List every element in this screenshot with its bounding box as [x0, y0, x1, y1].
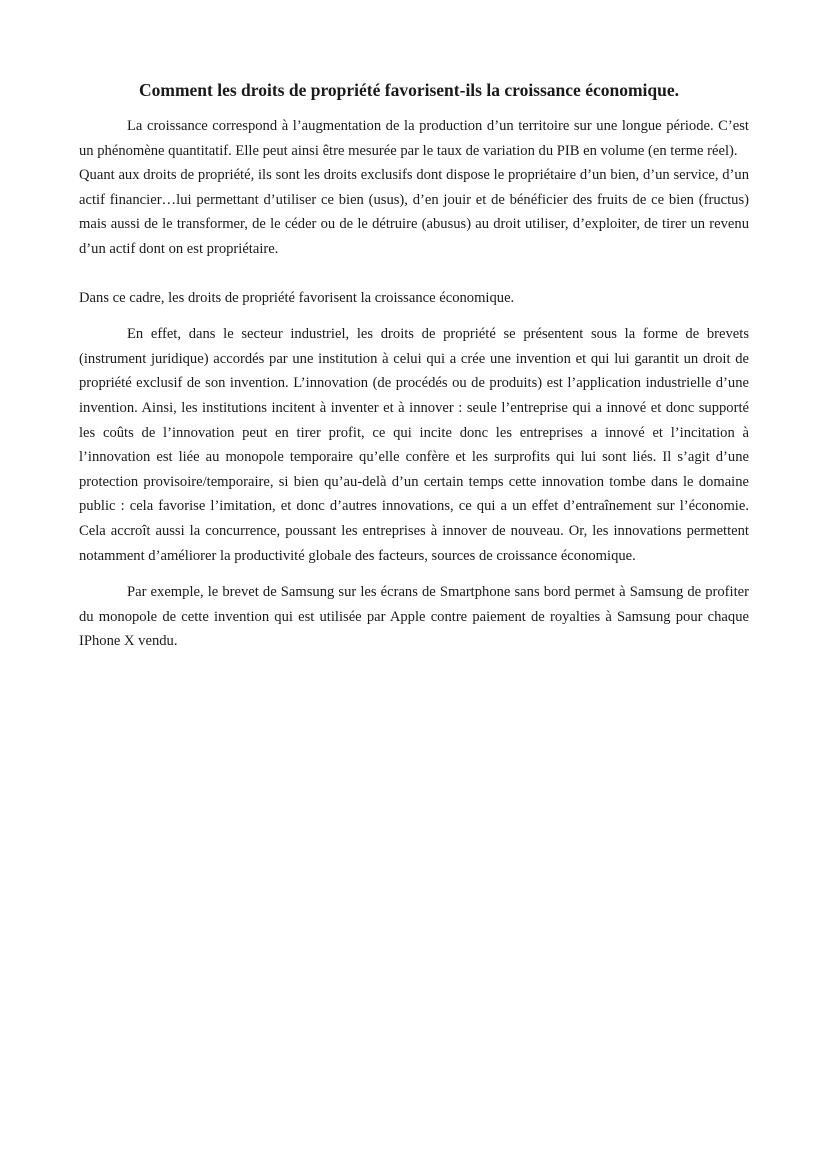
- document-title: Comment les droits de propriété favorisent-ils la croissance économique.: [139, 80, 680, 100]
- document-page: [79, 78, 749, 654]
- paragraph-brevets-argument: En effet, dans le secteur industriel, les droits de propriété se présentent sous la forme de brevets (instrument juridique) accordés par une institution à celui qui a crée une invention et qui lui garantit un droit de propriété exclusif de son invention. L’innovation (de procédés ou de produits) est l’application industrielle d’une invention. Ainsi, les institutions incitent à inventer et à innover : seule l’entreprise qui a innové et donc supporté les coûts de l’innovation peut en tirer profit, ce qui incite donc les entreprises a innové et l’incitation à l’innovation est liée au monopole temporaire qu’elle confère et les surprofits qui lui sont liés. Il s’agit d’une protection provisoire/temporaire, si bien qu’au-delà d’un certain temps cette innovation tombe dans le domaine public : cela favorise l’imitation, et donc d’autres innovations, ce qui a un effet d’entraînement sur l’économie. Cela accroît aussi la concurrence, poussant les entreprises à innover de nouveau. Or, les innovations permettent notamment d’améliorer la productivité globale des facteurs, sources de croissance économique.: [79, 326, 749, 564]
- paragraph-samsung-example: Par exemple, le brevet de Samsung sur les écrans de Smartphone sans bord permet à Samsung de profiter du monopole de cette invention qui est utilisée par Apple contre paiement de royalties à Samsung pour chaque IPhone X vendu.: [79, 584, 749, 650]
- paragraph-thesis: Dans ce cadre, les droits de propriété favorisent la croissance économique.: [79, 289, 515, 306]
- paragraph-croissance-definition: La croissance correspond à l’augmentation de la production d’un territoire sur une longue période. C’est un phénomène quantitatif. Elle peut ainsi être mesurée par le taux de variation du PIB en volume (en terme réel).: [79, 118, 749, 159]
- paragraph-droits-propriete-definition: Quant aux droits de propriété, ils sont les droits exclusifs dont dispose le propriétaire d’un bien, d’un service, d’un actif financier…lui permettant d’utiliser ce bien (usus), d’en jouir et de bénéficier des fruits de ce bien (fructus) mais aussi de le transformer, de le céder ou de le détruire (abusus) au droit utiliser, d’exploiter, de tirer un revenu d’un actif dont on est propriétaire.: [79, 167, 749, 257]
